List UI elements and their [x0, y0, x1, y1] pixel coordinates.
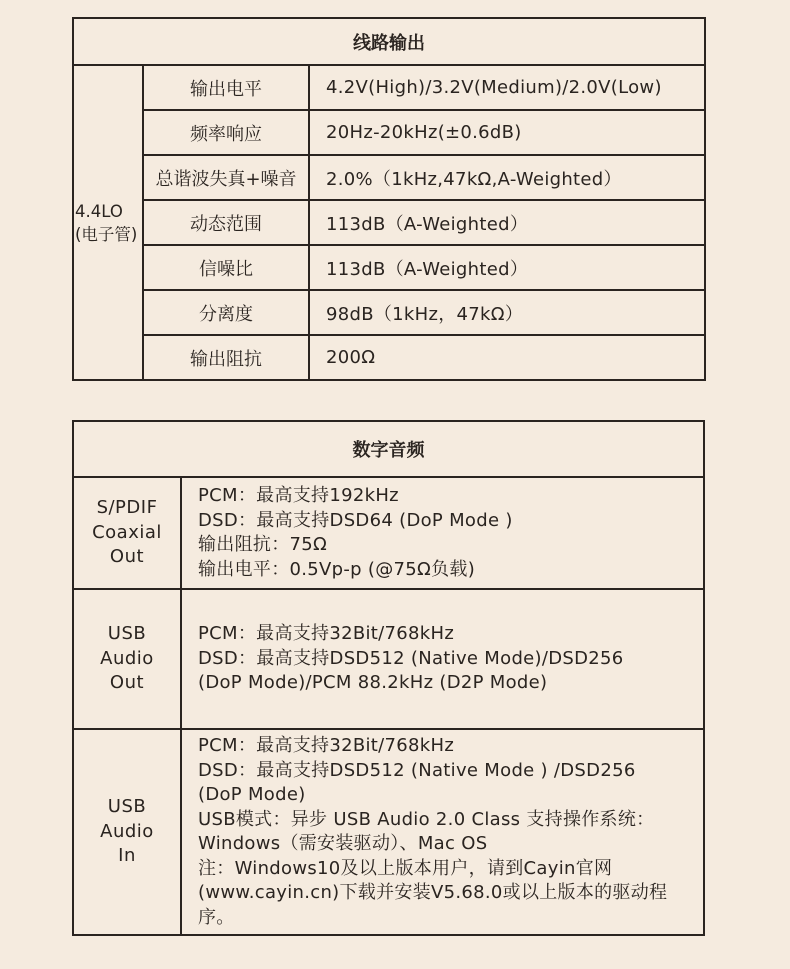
label-line: Out [109, 672, 145, 694]
digital-audio-title: 数字音频 [73, 421, 704, 477]
desc-line: 输出阻抗：75Ω [198, 534, 328, 555]
spec-param: 总谐波失真+噪音 [143, 155, 309, 200]
spec-value: 113dB（A-Weighted） [309, 245, 705, 290]
usb-audio-out-description [181, 589, 704, 729]
spec-value: 2.0%（1kHz,47kΩ,A-Weighted） [309, 155, 705, 200]
desc-line: (www.cayin.cn)下载并安装V5.68.0或以上版本的驱动程 [198, 882, 668, 903]
desc-line: 输出电平：0.5Vp-p (@75Ω负载) [198, 558, 476, 580]
label-line: USB [107, 623, 147, 645]
desc-line: USB模式：异步 USB Audio 2.0 Class 支持操作系统： [198, 808, 655, 830]
desc-line: 序。 [198, 906, 235, 928]
spec-value: 113dB（A-Weighted） [309, 200, 705, 245]
desc-line: (DoP Mode) [198, 784, 306, 805]
line-output-title: 线路输出 [73, 18, 705, 65]
label-line: Audio [100, 647, 154, 669]
usb-audio-in-description [181, 729, 704, 935]
desc-line: DSD：最高支持DSD512 (Native Mode)/DSD256 [198, 647, 624, 669]
label-line: Out [109, 546, 145, 568]
spec-value: 200Ω [309, 335, 705, 380]
label-line: Coaxial [92, 521, 162, 543]
spec-param: 输出阻抗 [143, 335, 309, 380]
desc-line: (DoP Mode)/PCM 88.2kHz (D2P Mode) [198, 672, 548, 694]
desc-line: DSD：最高支持DSD64 (DoP Mode ) [198, 509, 513, 531]
spdif-description [181, 477, 704, 589]
spec-param: 输出电平 [143, 65, 309, 110]
usb-audio-out-label [73, 589, 181, 729]
desc-line: 注：Windows10及以上版本用户，请到Cayin官网 [198, 857, 613, 879]
line-output-table [72, 17, 706, 381]
label-line: In [118, 845, 136, 867]
spec-param: 动态范围 [143, 200, 309, 245]
spdif-label [73, 477, 181, 589]
desc-line: PCM：最高支持32Bit/768kHz [198, 735, 455, 756]
spec-param: 信噪比 [143, 245, 309, 290]
spec-param: 频率响应 [143, 110, 309, 155]
label-line: USB [107, 796, 147, 818]
desc-line: PCM：最高支持32Bit/768kHz [198, 623, 455, 645]
spec-value: 98dB（1kHz，47kΩ） [309, 290, 705, 335]
desc-line: PCM：最高支持192kHz [198, 485, 399, 506]
usb-audio-in-label [73, 729, 181, 935]
label-line: S/PDIF [96, 497, 158, 519]
spec-param: 分离度 [143, 290, 309, 335]
label-line: Audio [100, 820, 154, 842]
digital-audio-table [72, 420, 705, 936]
spec-value: 20Hz-20kHz(±0.6dB) [309, 110, 705, 155]
desc-line: Windows（需安装驱动）、Mac OS [198, 833, 488, 854]
spec-value: 4.2V(High)/3.2V(Medium)/2.0V(Low) [309, 65, 705, 110]
line-output-row-label: 4.4LO (电子管) [73, 65, 143, 380]
desc-line: DSD：最高支持DSD512 (Native Mode ) /DSD256 [198, 759, 636, 781]
